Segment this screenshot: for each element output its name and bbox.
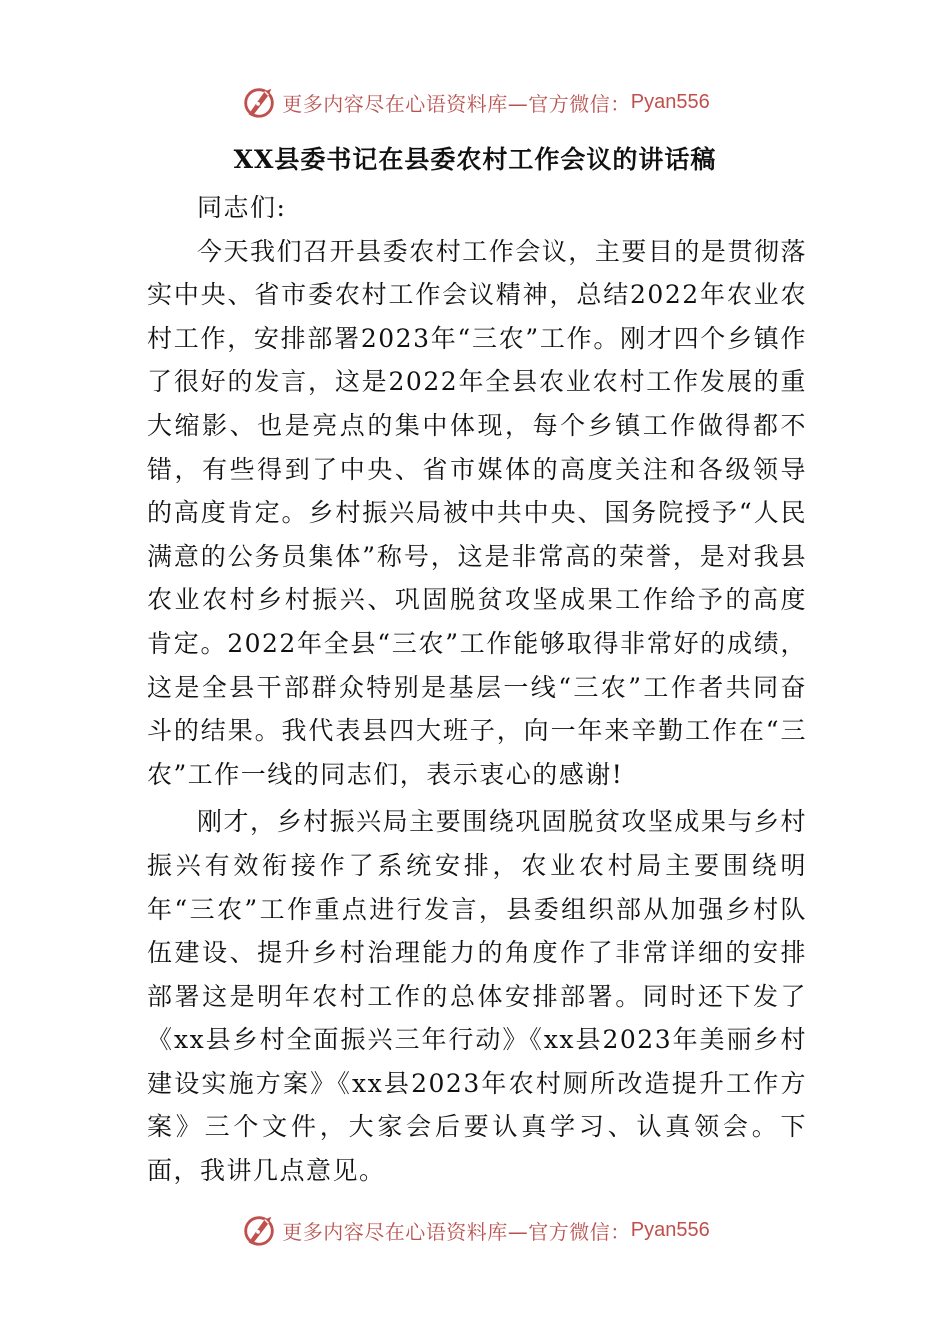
paragraph-1: 今天我们召开县委农村工作会议，主要目的是贯彻落实中央、省市委农村工作会议精神，总结2022年农业农村工作，安排部署2023年“三农”工作。刚才四个乡镇作了很好的发言，这是2022年全县农业农村工作发展的重大缩影、也是亮点的集中体现，每个乡镇工作做得都不错，有些得到了中央、省市媒体的高度关注和各级领导的高度肯定。乡村振兴局被中共中央、国务院授予“人民满意的公务员集体”称号，这是非常高的荣誉，是对我县农业农村乡村振兴、巩固脱贫攻坚成果工作给予的高度肯定。2022年全县“三农”工作能够取得非常好的成绩，这是全县干部群众特别是基层一线“三农”工作者共同奋斗的结果。我代表县四大班子，向一年来辛勤工作在“三农”工作一线的同志们，表示衷心的感谢! — [147, 236, 807, 789]
header-banner — [0, 82, 950, 122]
pen-logo-icon — [240, 83, 278, 121]
banner-wechat-id: Pyan556 — [630, 90, 710, 113]
document-title: XX县委书记在县委农村工作会议的讲话稿 — [233, 145, 717, 174]
footer-banner — [0, 1210, 950, 1250]
paragraph-2: 刚才，乡村振兴局主要围绕巩固脱贫攻坚成果与乡村振兴有效衔接作了系统安排，农业农村局主要围绕明年“三农”工作重点进行发言，县委组织部从加强乡村队伍建设、提升乡村治理能力的角度作了非常详细的安排部署这是明年农村工作的总体安排部署。同时还下发了《xx县乡村全面振兴三年行动》《xx县2023年美丽乡村建设实施方案》《xx县2023年农村厕所改造提升工作方案》三个文件，大家会后要认真学习、认真领会。下面，我讲几点意见。 — [147, 807, 807, 1186]
document-body — [147, 154, 807, 1193]
pen-logo-icon — [240, 1211, 278, 1249]
banner-text: 更多内容尽在心语资料库—官方微信： — [282, 91, 631, 116]
banner-wechat-id: Pyan556 — [630, 1218, 710, 1241]
banner-text: 更多内容尽在心语资料库—官方微信： — [282, 1219, 631, 1244]
salutation: 同志们: — [197, 193, 287, 222]
